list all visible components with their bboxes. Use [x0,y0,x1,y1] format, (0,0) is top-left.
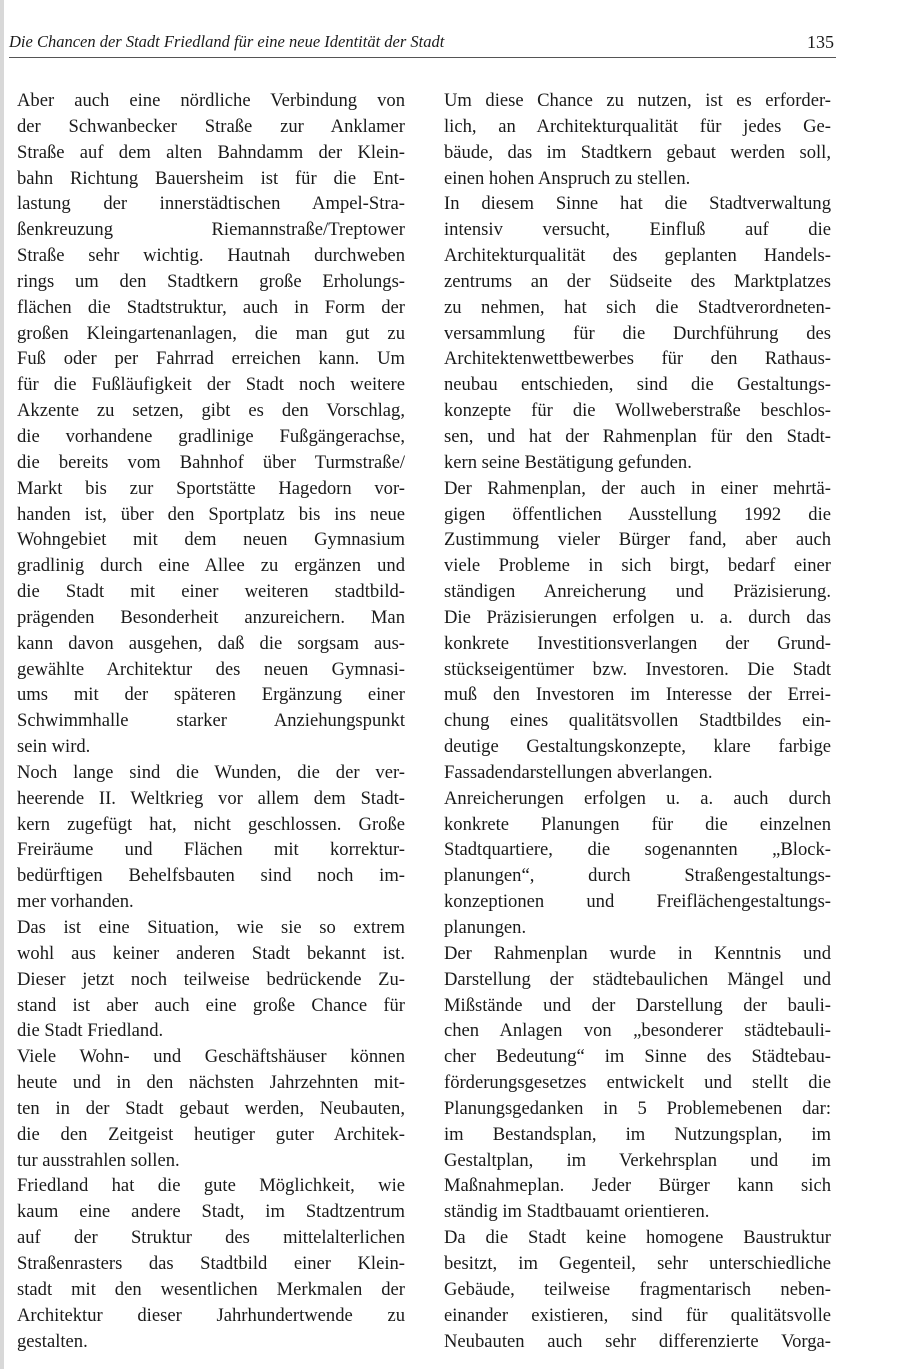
text-line: Straße auf dem alten Bahndamm der Klein- [17,141,405,163]
text-line: Mißstände und der Darstellung der bauli- [444,994,831,1016]
text-line: gradlinig durch eine Allee zu ergänzen und [17,555,405,577]
text-line: Dieser jetzt noch teilweise bedrückende Zu- [17,968,405,990]
text-line: Architektur dieser Jahrhundertwende zu [17,1304,405,1326]
text-line: prägenden Besonderheit anzureichern. Man [17,606,405,628]
text-line: tur ausstrahlen sollen. [17,1149,180,1171]
page-edge [0,0,4,1369]
text-line: kern seine Bestätigung gefunden. [444,451,692,473]
text-line: für die Fußläufigkeit der Stadt noch weitere [17,374,405,396]
text-column-right [444,88,831,1354]
text-line: Da die Stadt keine homogene Baustruktur [444,1227,831,1249]
text-line: heerende II. Weltkrieg vor allem dem Stadt- [17,787,405,809]
text-line: cher Bedeutung“ im Sinne des Städtebau- [444,1046,831,1068]
text-line: stadt mit den wesentlichen Merkmalen der [17,1278,405,1300]
text-line: intensiv versucht, Einfluß auf die [444,219,831,241]
text-line: Architektenwettbewerbes für den Rathaus- [444,348,831,370]
text-line: sein wird. [17,736,91,758]
text-line: Anreicherungen erfolgen u. a. auch durch [444,787,831,809]
text-line: stückseigentümer bzw. Investoren. Die Stadt [444,658,831,680]
text-line: Architekturqualität des geplanten Handels- [444,245,831,267]
text-line: Straßenrasters das Stadtbild einer Klein- [17,1252,405,1274]
text-line: Wohngebiet mit dem neuen Gymnasium [17,529,405,551]
text-line: Der Rahmenplan wurde in Kenntnis und [444,942,831,964]
text-line: Darstellung der städtebaulichen Mängel und [444,968,831,990]
text-line: ständig im Stadtbauamt orientieren. [444,1201,710,1223]
text-line: Stadtquartiere, die sogenannten „Block- [444,839,831,861]
header-rule [9,57,836,58]
text-line: im Bestandsplan, im Nutzungsplan, im [444,1123,831,1145]
text-line: Viele Wohn- und Geschäftshäuser können [17,1046,405,1068]
text-column-left [17,88,405,1354]
text-line: besitzt, im Gegenteil, sehr unterschiedliche [444,1252,831,1274]
text-line: ums mit der späteren Ergänzung einer [17,684,405,706]
text-line: planungen“, durch Straßengestaltungs- [444,865,831,887]
text-line: bedürftigen Behelfsbauten sind noch im- [17,865,405,887]
text-line: einander existieren, sind für qualitätsvolle [444,1304,831,1326]
text-line: Um diese Chance zu nutzen, ist es erforder- [444,90,831,111]
text-line: kern zugefügt hat, nicht geschlossen. Große [17,813,405,835]
text-line: auf der Struktur des mittelalterlichen [17,1227,405,1249]
text-line: großen Kleingartenanlagen, die man gut zu [17,322,405,344]
text-line: gestalten. [17,1330,88,1352]
text-line: rings um den Stadtkern große Erholungs- [17,270,405,292]
text-line: kaum eine andere Stadt, im Stadtzentrum [17,1201,405,1223]
text-line: wohl aus keiner anderen Stadt bekannt ist. [17,942,405,964]
text-line: deutige Gestaltungskonzepte, klare farbige [444,736,831,758]
text-line: neubau entschieden, sind die Gestaltungs- [444,374,831,396]
text-line: chen Anlagen von „besonderer städtebauli- [444,1020,831,1042]
text-line: Neubauten auch sehr differenzierte Vorga- [444,1330,831,1352]
text-line: Die Präzisierungen erfolgen u. a. durch das [444,606,831,628]
text-line: Maßnahmeplan. Jeder Bürger kann sich [444,1175,831,1197]
text-line: chung eines qualitätsvollen Stadtbildes ein- [444,710,831,732]
text-line: Friedland hat die gute Möglichkeit, wie [17,1175,405,1197]
text-line: Akzente zu setzen, gibt es den Vorschlag, [17,400,405,422]
text-line: Gestaltplan, im Verkehrsplan und im [444,1149,831,1171]
text-line: stand ist aber auch eine große Chance für [17,994,405,1016]
text-line: konkrete Investitionsverlangen der Grund- [444,632,831,654]
running-title: Die Chancen der Stadt Friedland für eine neue Identität der Stadt [9,32,445,51]
text-line: die bereits vom Bahnhof über Turmstraße/ [17,451,405,473]
text-line: Fassadendarstellungen abverlangen. [444,761,713,783]
text-line: handen ist, über den Sportplatz bis ins neue [17,503,405,525]
text-line: konkrete Planungen für die einzelnen [444,813,831,835]
text-line: die Stadt Friedland. [17,1020,164,1042]
text-line: muß den Investoren im Interesse der Errei- [444,684,831,706]
text-line: Das ist eine Situation, wie sie so extrem [17,917,405,938]
text-line: Der Rahmenplan, der auch in einer mehrtä- [444,477,831,499]
text-line: viele Probleme in sich birgt, bedarf einer [444,555,831,577]
text-line: gewählte Architektur des neuen Gymnasi- [17,658,405,680]
page-number: 135 [807,32,834,52]
text-line: lastung der innerstädtischen Ampel-Stra- [17,193,405,215]
text-line: In diesem Sinne hat die Stadtverwaltung [444,193,831,215]
text-line: Straße sehr wichtig. Hautnah durchweben [17,245,405,267]
text-line: förderungsgesetzes entwickelt und stellt die [444,1072,831,1094]
text-line: ten in der Stadt gebaut werden, Neubauten, [17,1097,405,1119]
text-line: heute und in den nächsten Jahrzehnten mit- [17,1072,405,1094]
text-line: Noch lange sind die Wunden, die der ver- [17,761,405,783]
text-line: zu nehmen, hat sich die Stadtverordneten- [444,296,831,318]
text-line: Fuß oder per Fahrrad erreichen kann. Um [17,348,405,370]
text-line: bahn Richtung Bauersheim ist für die Ent- [17,167,405,189]
text-line: die Stadt mit einer weiteren stadtbild- [17,581,405,603]
text-line: die vorhandene gradlinige Fußgängerachse, [17,425,405,447]
text-line: versammlung für die Durchführung des [444,322,831,344]
text-line: konzepte für die Wollweberstraße beschlos- [444,400,831,422]
text-line: sen, und hat der Rahmenplan für den Stadt- [444,425,831,447]
text-line: einen hohen Anspruch zu stellen. [444,167,691,189]
text-line: der Schwanbecker Straße zur Anklamer [17,115,405,137]
text-line: konzeptionen und Freiflächengestaltungs- [444,891,831,913]
text-line: bäude, das im Stadtkern gebaut werden soll, [444,141,831,163]
text-line: Zustimmung vieler Bürger fand, aber auch [444,529,831,551]
text-line: Aber auch eine nördliche Verbindung von [17,90,405,111]
text-line: lich, an Architekturqualität für jedes Ge- [444,115,831,137]
text-line: Gebäude, teilweise fragmentarisch neben- [444,1278,831,1300]
text-line: ständigen Anreicherung und Präzisierung. [444,581,831,603]
text-line: zentrums an der Südseite des Marktplatzes [444,270,831,292]
text-line: die den Zeitgeist heutiger guter Architek- [17,1123,405,1145]
text-line: Markt bis zur Sportstätte Hagedorn vor- [17,477,405,499]
text-line: gigen öffentlichen Ausstellung 1992 die [444,503,831,525]
text-line: Planungsgedanken in 5 Problemebenen dar: [444,1097,831,1119]
text-line: Freiräume und Flächen mit korrektur- [17,839,405,861]
text-line: flächen die Stadtstruktur, auch in Form der [17,296,405,318]
text-line: mer vorhanden. [17,891,134,913]
text-line: ßenkreuzung Riemannstraße/Treptower [17,219,405,241]
running-header [9,30,834,58]
text-line: planungen. [444,917,527,938]
text-line: Schwimmhalle starker Anziehungspunkt [17,710,405,732]
text-line: kann davon ausgehen, daß die sorgsam aus- [17,632,405,654]
